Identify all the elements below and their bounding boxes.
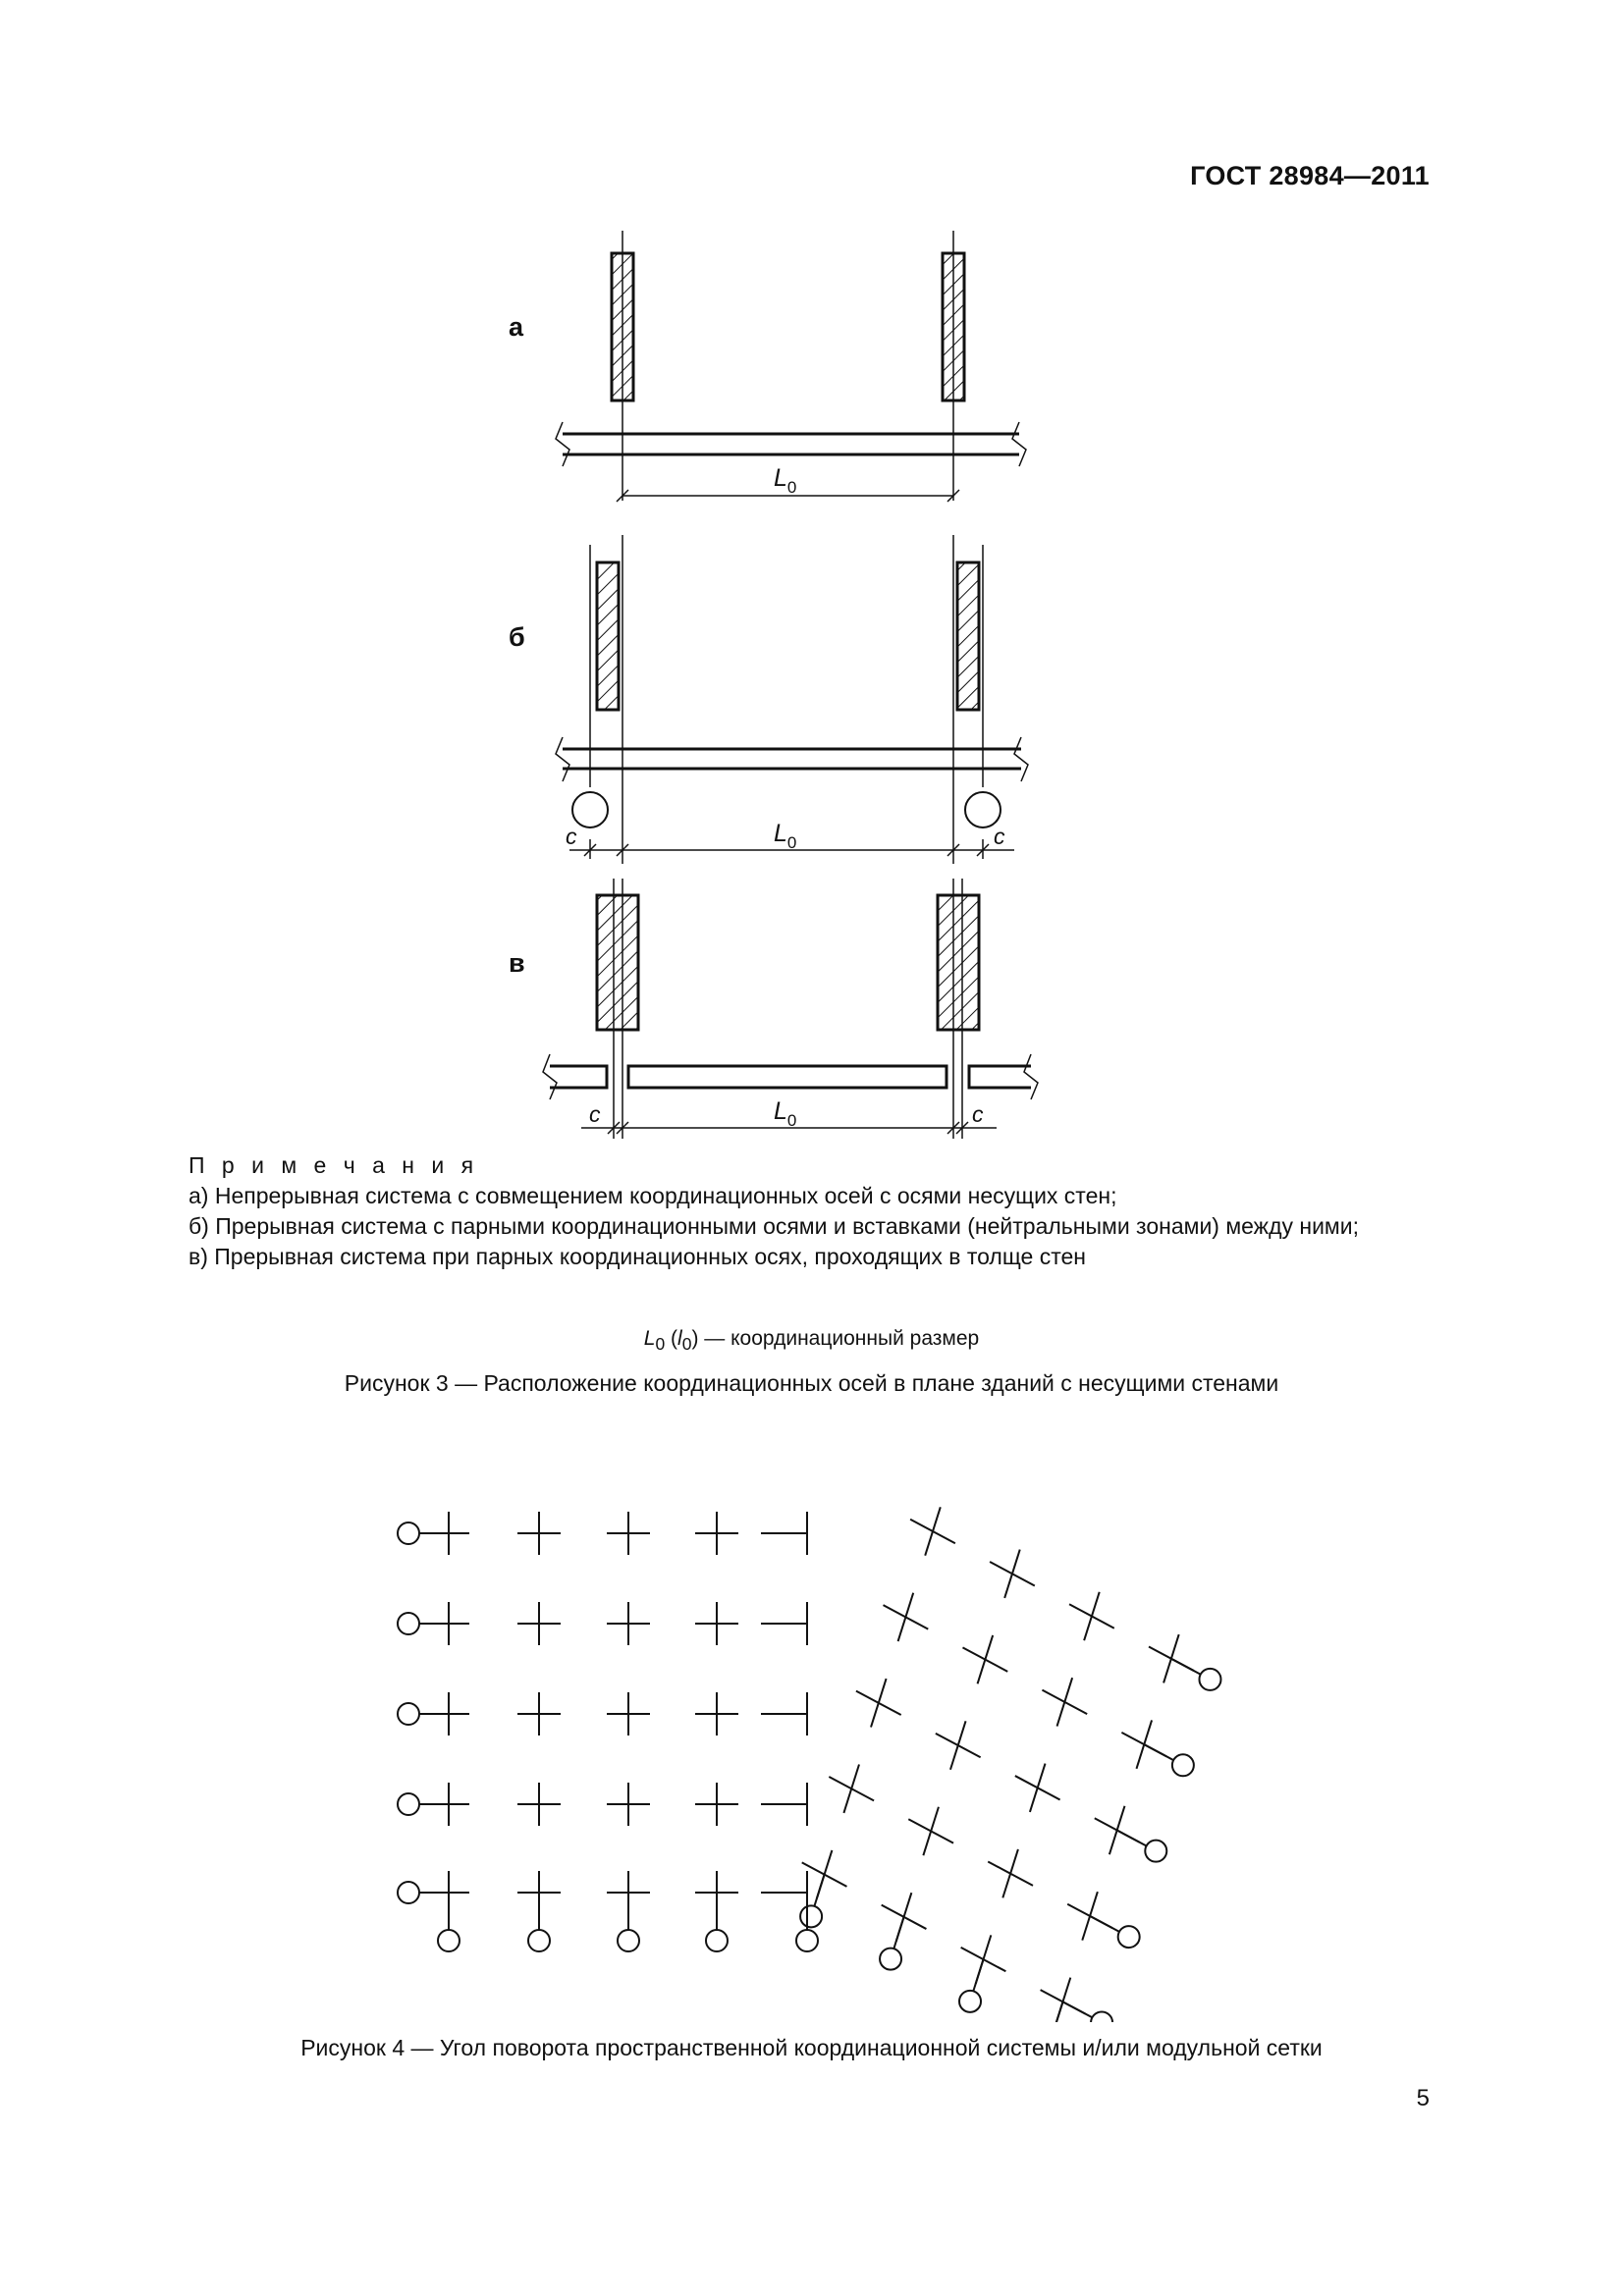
offset-label: с (589, 1101, 601, 1127)
grid-line (1084, 1592, 1100, 1640)
axis-bubble (800, 1905, 822, 1927)
grid-line (925, 1507, 941, 1555)
legend-L-sub: 0 (655, 1334, 666, 1355)
axis-bubble (438, 1930, 460, 1951)
variant-a-drawing (556, 231, 1026, 502)
axis-bubble (1145, 1841, 1166, 1862)
grid-line (950, 1721, 966, 1769)
grid-line (843, 1765, 859, 1813)
grid-line (1002, 1849, 1018, 1897)
grid-line (898, 1593, 914, 1641)
figure-4-drawing (0, 1472, 1623, 2022)
axis-bubble (1091, 2011, 1112, 2022)
dimension-label-b (774, 820, 796, 852)
grid-line (978, 1635, 994, 1683)
grid-line (1171, 1659, 1201, 1675)
axis-bubble (706, 1930, 728, 1951)
axis-bubble (618, 1930, 639, 1951)
grid-line (893, 1917, 903, 1949)
grid-line (1030, 1764, 1046, 1812)
grid-line (871, 1679, 887, 1727)
figure-4-caption: Рисунок 4 — Угол поворота пространственной координационной системы и/или модульной сетки (300, 2035, 1323, 2060)
variant-label-v: в (509, 948, 525, 978)
offset-label: с (566, 824, 577, 849)
note-item: а) Непрерывная система с совмещением координационных осей с осями несущих стен; (189, 1183, 1117, 1208)
legend-L: L (643, 1327, 656, 1350)
axis-bubble (1172, 1754, 1194, 1776)
axis-bubble (959, 1991, 981, 2012)
rotated-grid (800, 1507, 1220, 2022)
grid-line (1057, 1678, 1073, 1726)
document-code: ГОСТ 28984—2011 (1190, 161, 1430, 190)
page-number: 5 (1416, 2085, 1430, 2111)
dimension-label-a (774, 464, 796, 497)
figure-3-notes (118, 1150, 1434, 1272)
variant-label-a: а (509, 312, 524, 342)
axis-bubble (528, 1930, 550, 1951)
axis-bubble (880, 1949, 901, 1970)
legend-l: l (677, 1327, 682, 1350)
axis-bubble (1118, 1926, 1140, 1948)
figure-3-caption: Рисунок 3 — Расположение координационных осей в плане зданий с несущими стенами (344, 1370, 1279, 1396)
notes-heading: П р и м е ч а н и я (189, 1152, 479, 1178)
dimension-sub: 0 (786, 833, 797, 852)
legend-text: — координационный размер (698, 1327, 980, 1350)
axis-bubble (398, 1613, 419, 1634)
axis-bubble (398, 1882, 419, 1903)
orthogonal-grid (398, 1512, 818, 1951)
offset-label: с (994, 824, 1005, 849)
variant-b-drawing (556, 535, 1028, 864)
grid-line (1090, 1916, 1119, 1932)
grid-line (814, 1875, 824, 1906)
grid-line (1144, 1744, 1173, 1760)
dimension-sub: 0 (786, 1111, 797, 1130)
grid-line (923, 1807, 939, 1855)
offset-label: с (972, 1101, 984, 1127)
axis-bubble (398, 1522, 419, 1544)
grid-line (1004, 1550, 1020, 1598)
axis-bubble (398, 1703, 419, 1725)
legend-l-sub: 0 (681, 1334, 692, 1355)
grid-line (1109, 1806, 1125, 1854)
axis-bubble (1199, 1669, 1220, 1690)
note-item: б) Прерывная система с парными координационными осями и вставками (нейтральными зонами) между ними; (189, 1213, 1359, 1239)
axis-bubble (398, 1793, 419, 1815)
grid-line (1053, 2002, 1062, 2022)
grid-line (1117, 1831, 1147, 1846)
dimension-main: L (774, 464, 787, 492)
dimension-main: L (774, 1097, 787, 1125)
grid-line (1062, 2002, 1092, 2017)
dimension-main: L (774, 820, 787, 847)
axis-bubble (796, 1930, 818, 1951)
variant-v-drawing (543, 879, 1038, 1139)
grid-line (973, 1959, 983, 1991)
variant-label-b: б (509, 622, 525, 652)
dimension-sub: 0 (786, 478, 797, 497)
dimension-label-v (774, 1097, 796, 1130)
note-item: в) Прерывная система при парных координационных осях, проходящих в толще стен (189, 1244, 1086, 1269)
figure-3-legend: $L_0$ $(l_0)$ — координационный размер (643, 1327, 980, 1355)
